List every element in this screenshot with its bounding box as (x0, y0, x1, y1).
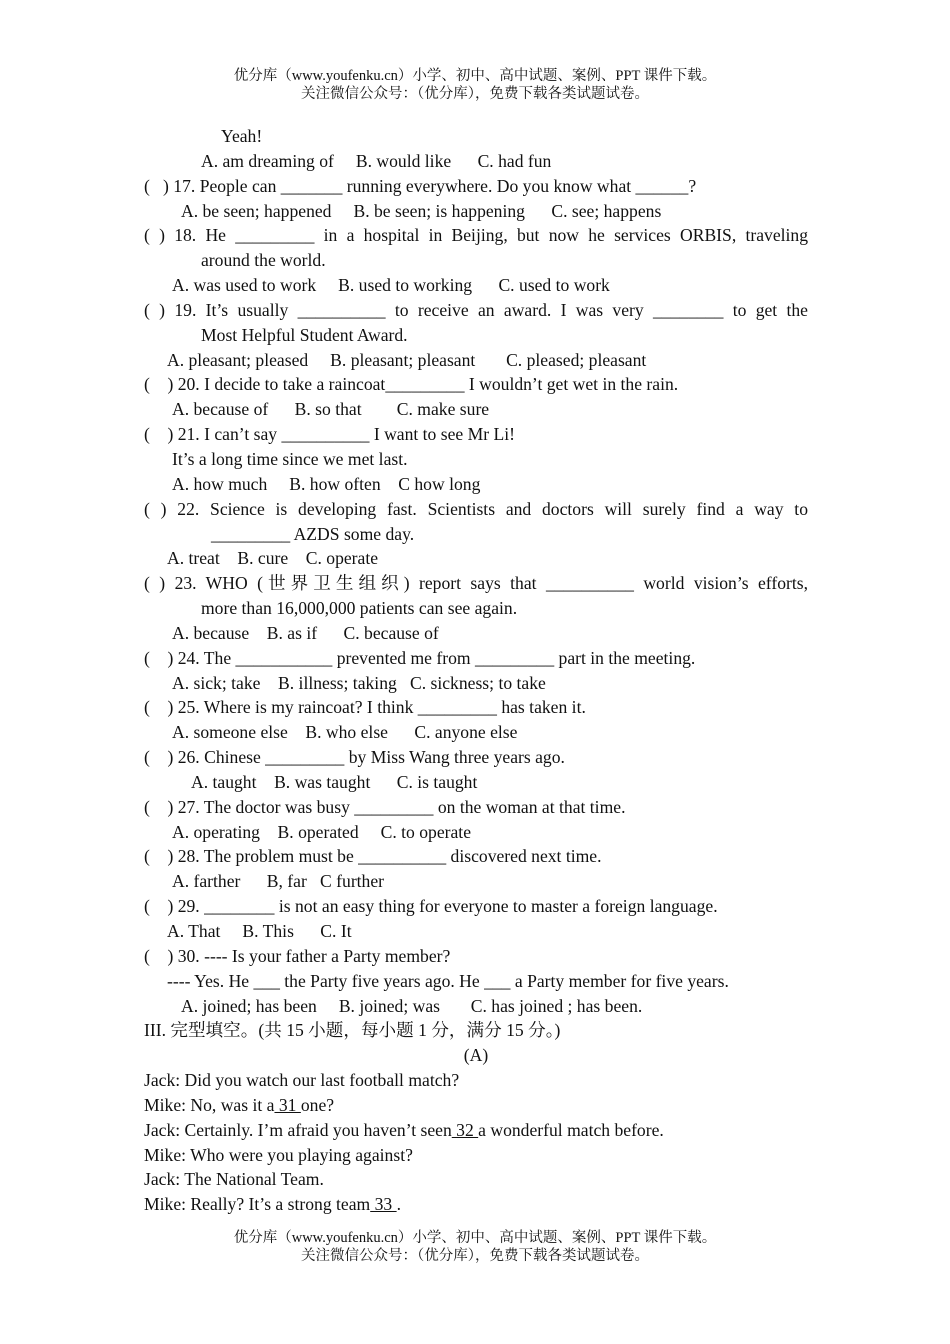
text-line: Most Helpful Student Award. (201, 324, 408, 345)
question-18: ( ) 18. He _________ in a hospital in Beijing, but now he services ORBIS, traveling (144, 225, 808, 246)
text-line: Yeah! (221, 126, 263, 146)
dialogue-line (144, 1192, 808, 1217)
question-20: ( ) 20. I decide to take a raincoat_________ I wouldn’t get wet in the rain. (144, 374, 679, 395)
passage-label: (A) (463, 1045, 489, 1066)
blank-33: 33 (370, 1194, 397, 1215)
options-line: A. taught B. was taught C. is taught (191, 771, 478, 792)
options-line: A. be seen; happened B. be seen; is happening C. see; happens (181, 200, 662, 221)
dialogue-text: a wonderful match before. (478, 1119, 664, 1140)
dialogue-text: Mike: No, was it a (144, 1094, 275, 1115)
options-line: A. because of B. so that C. make sure (172, 399, 490, 420)
question-26: ( ) 26. Chinese _________ by Miss Wang three years ago. (144, 747, 565, 768)
header-line-2: 关注微信公众号：（优分库），免费下载各类试题试卷。 (301, 86, 649, 102)
question-29: ( ) 29. ________ is not an easy thing for everyone to master a foreign language. (144, 896, 718, 917)
question-21: ( ) 21. I can’t say __________ I want to see Mr Li! (144, 424, 516, 445)
dialogue-text: one? (300, 1094, 335, 1115)
text-line: _________ AZDS some day. (211, 523, 415, 544)
options-line: A. was used to work B. used to working C. used to work (172, 275, 610, 296)
question-27: ( ) 27. The doctor was busy _________ on the woman at that time. (144, 796, 626, 817)
dialogue-line (144, 1118, 808, 1143)
dialogue-text: . (396, 1194, 402, 1215)
options-line: A. how much B. how often C how long (172, 473, 481, 494)
question-28: ( ) 28. The problem must be __________ discovered next time. (144, 846, 602, 867)
options-line: A. treat B. cure C. operate (167, 548, 379, 569)
dialogue-text: Mike: Really? It’s a strong team (144, 1194, 371, 1215)
options-line: A. am dreaming of B. would like C. had fun (201, 150, 552, 171)
options-line: A. sick; take B. illness; taking C. sickness; to take (172, 672, 546, 693)
options-line: A. That B. This C. It (167, 921, 352, 941)
blank-32: 32 (451, 1119, 479, 1140)
options-line: A. joined; has been B. joined; was C. has joined ; has been. (181, 995, 643, 1016)
options-line: A. pleasant; pleased B. pleasant; pleasant C. pleased; pleasant (167, 349, 647, 370)
question-23: ( ) 23. WHO (世界卫生组织) report says that __________ world vision’s efforts, (144, 573, 808, 594)
dialogue-text: Jack: Certainly. I’m afraid you haven’t seen (144, 1119, 452, 1140)
header-line-1: 优分库（www.youfenku.cn）小学、初中、高中试题、案例、PPT 课件下载。 (233, 68, 717, 84)
section-heading: III. 完型填空。(共 15 小题，每小题 1 分，满分 15 分。) (144, 1020, 561, 1041)
dialogue-line: Mike: Who were you playing against? (144, 1144, 413, 1165)
footer-line-2: 关注微信公众号：（优分库），免费下载各类试题试卷。 (301, 1248, 649, 1264)
options-line: A. because B. as if C. because of (172, 622, 439, 643)
page-header (0, 67, 950, 103)
question-19: ( ) 19. It’s usually __________ to receive an award. I was very ________ to get the (144, 299, 808, 320)
text-line: more than 16,000,000 patients can see again. (201, 598, 518, 619)
footer-line-1: 优分库（www.youfenku.cn）小学、初中、高中试题、案例、PPT 课件下载。 (233, 1230, 717, 1246)
page-footer (0, 1229, 950, 1265)
dialogue-line: Jack: The National Team. (144, 1169, 324, 1190)
text-line: ---- Yes. He ___ the Party five years ago. He ___ a Party member for five years. (167, 970, 729, 991)
question-30: ( ) 30. ---- Is your father a Party member? (144, 945, 451, 966)
document-body (144, 124, 808, 1217)
options-line: A. farther B, far C further (172, 871, 385, 892)
dialogue-line: Jack: Did you watch our last football match? (144, 1070, 460, 1091)
question-24: ( ) 24. The ___________ prevented me from _________ part in the meeting. (144, 647, 696, 668)
options-line: A. someone else B. who else C. anyone else (172, 722, 518, 743)
options-line: A. operating B. operated C. to operate (172, 821, 472, 842)
question-22: ( ) 22. Science is developing fast. Scientists and doctors will surely find a way to (144, 498, 808, 519)
dialogue-line (144, 1093, 808, 1118)
question-17: ( ) 17. People can _______ running everywhere. Do you know what ______? (144, 175, 697, 196)
blank-31: 31 (274, 1094, 301, 1115)
text-line: around the world. (201, 250, 326, 271)
text-line: It’s a long time since we met last. (172, 448, 408, 469)
question-25: ( ) 25. Where is my raincoat? I think _________ has taken it. (144, 697, 586, 718)
